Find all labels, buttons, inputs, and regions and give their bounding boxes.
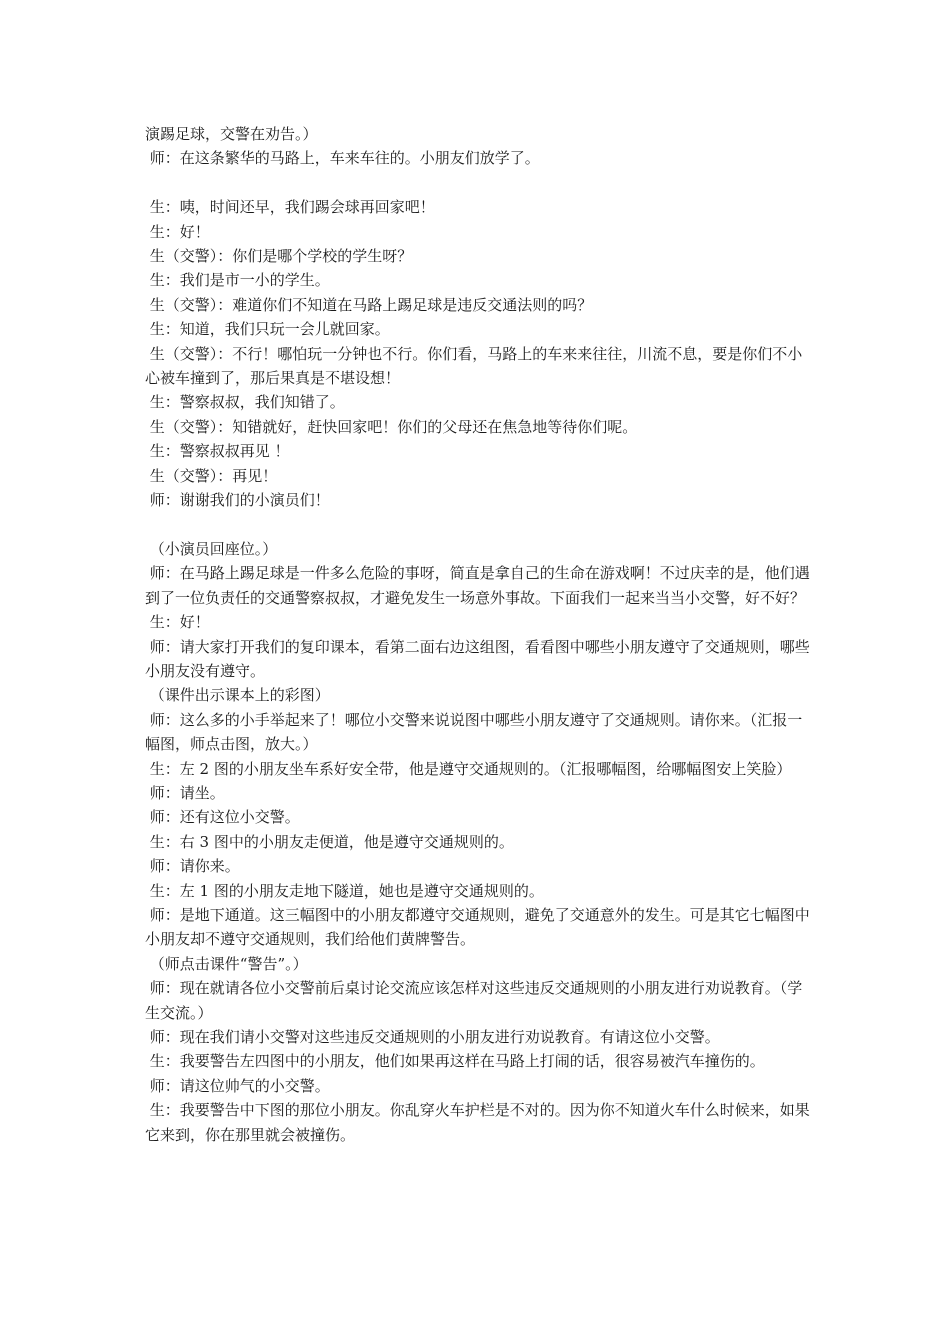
paragraph: 师：请你来。: [145, 857, 240, 876]
paragraph: 生：我要警告中下图的那位小朋友。你乱穿火车护栏是不对的。因为你不知道火车什么时候来，如果它来到，你在那里就会被撞伤。: [145, 1101, 810, 1144]
paragraph: 师：请这位帅气的小交警。: [145, 1076, 330, 1095]
paragraph: 生：左 1 图的小朋友走地下隧道，她也是遵守交通规则的。: [145, 881, 544, 900]
paragraph: 师：是地下通道。这三幅图中的小朋友都遵守交通规则，避免了交通意外的发生。可是其它七幅图中小朋友却不遵守交通规则，我们给他们黄牌警告。: [145, 905, 810, 949]
paragraph: 师：还有这位小交警。: [145, 808, 300, 827]
paragraph: 生（交警）：难道你们不知道在马路上踢足球是违反交通法则的吗？: [145, 295, 593, 314]
document-body: [145, 122, 815, 1147]
paragraph: 生：知道，我们只玩一会儿就回家。: [145, 320, 390, 339]
paragraph: 师：请坐。: [145, 783, 225, 802]
paragraph: 生：好！: [145, 222, 210, 241]
paragraph: 生（交警）：你们是哪个学校的学生呀？: [145, 247, 413, 266]
paragraph: 生（交警）：知错就好，赶快回家吧！你们的父母还在焦急地等待你们呢。: [145, 417, 638, 436]
paragraph: 生：咦，时间还早，我们踢会球再回家吧！: [145, 198, 435, 217]
paragraph: 演踢足球，交警在劝告。）: [145, 125, 318, 143]
paragraph: 生：我要警告左四图中的小朋友，他们如果再这样在马路上打闹的话，很容易被汽车撞伤的。: [145, 1052, 765, 1071]
paragraph: （小演员回座位。）: [145, 539, 278, 558]
blank-line: [145, 512, 815, 536]
paragraph: 生：好！: [145, 613, 210, 632]
paragraph: 生：右 3 图中的小朋友走便道，他是遵守交通规则的。: [145, 832, 514, 851]
paragraph: 生（交警）：再见！: [145, 466, 278, 485]
paragraph: （师点击课件“警告”。）: [145, 954, 308, 973]
paragraph: 师：谢谢我们的小演员们！: [145, 491, 330, 510]
paragraph: 师：现在我们请小交警对这些违反交通规则的小朋友进行劝说教育。有请这位小交警。: [145, 1028, 720, 1046]
paragraph: 师：在这条繁华的马路上，车来车往的。小朋友们放学了。: [145, 149, 540, 168]
paragraph: 师：请大家打开我们的复印课本，看第二面右边这组图，看看图中哪些小朋友遵守了交通规则，哪些小朋友没有遵守。: [145, 637, 810, 680]
paragraph: 生（交警）：不行！哪怕玩一分钟也不行。你们看，马路上的车来来往往，川流不息，要是你们不小心被车撞到了，那后果真是不堪设想！: [145, 344, 803, 388]
paragraph: （课件出示课本上的彩图）: [145, 686, 330, 705]
paragraph: 生：左 2 图的小朋友坐车系好安全带，他是遵守交通规则的。（汇报哪幅图，给哪幅图安上笑脸）: [145, 759, 792, 778]
paragraph: 生：警察叔叔再见 ！: [145, 442, 290, 461]
paragraph: 生：警察叔叔，我们知错了。: [145, 393, 345, 412]
paragraph: 师：这么多的小手举起来了！哪位小交警来说说图中哪些小朋友遵守了交通规则。请你来。（汇报一幅图，师点击图，放大。）: [145, 710, 803, 754]
paragraph: 生：我们是市一小的学生。: [145, 271, 330, 290]
paragraph: 师：现在就请各位小交警前后桌讨论交流应该怎样对这些违反交通规则的小朋友进行劝说教育。（学生交流。）: [145, 979, 803, 1022]
blank-line: [145, 171, 815, 195]
paragraph: 师：在马路上踢足球是一件多么危险的事呀，简直是拿自己的生命在游戏啊！不过庆幸的是，他们遇到了一位负责任的交通警察叔叔，才避免发生一场意外事故。下面我们一起来当当小交警，好不好？: [145, 564, 810, 607]
